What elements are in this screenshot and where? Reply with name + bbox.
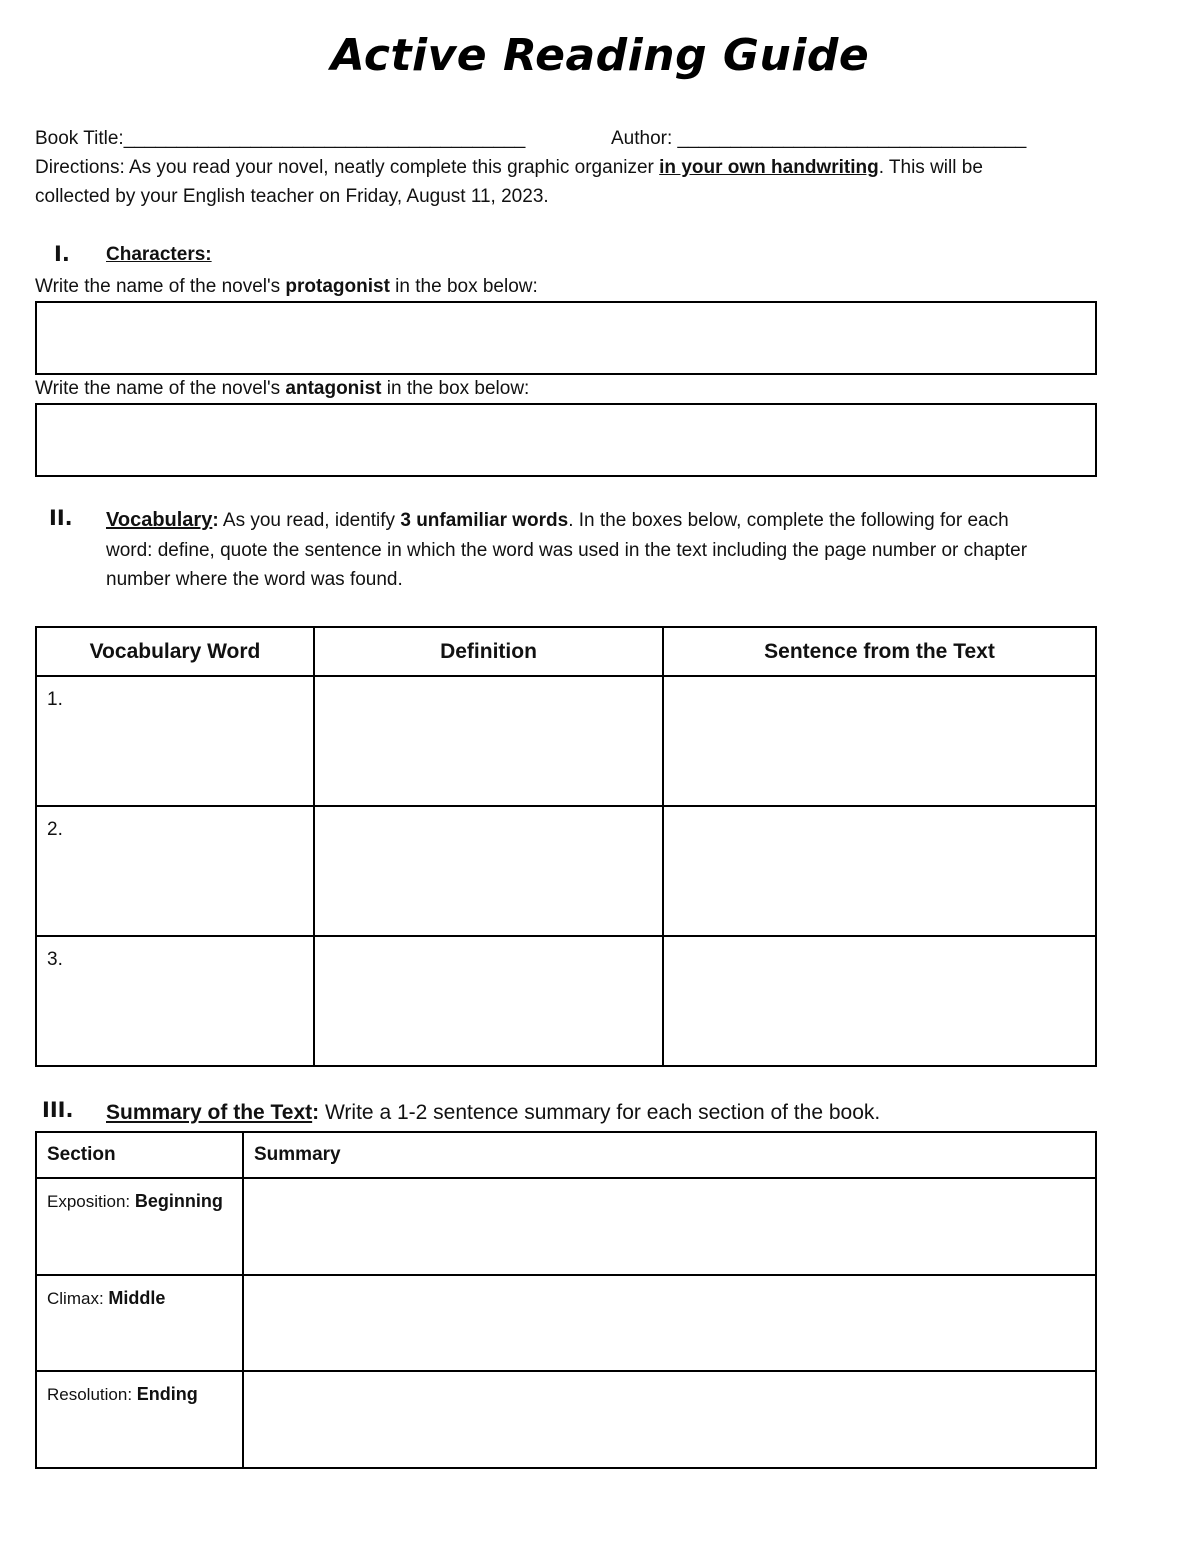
antagonist-suffix: in the box below: xyxy=(381,378,530,399)
table-row xyxy=(36,1371,1096,1468)
table-row xyxy=(36,936,1096,1066)
section-2-heading: Vocabulary xyxy=(106,509,213,531)
author-label: Author: xyxy=(611,128,673,149)
author-line xyxy=(611,124,1026,153)
header-section: Section xyxy=(36,1132,243,1178)
book-title-blank[interactable]: ______________________________________ xyxy=(123,128,526,149)
summary-table xyxy=(35,1131,1097,1469)
header-summary: Summary xyxy=(243,1132,1096,1178)
section-3-heading: Summary of the Text xyxy=(106,1101,313,1124)
section-2-intro-suffix: . In the boxes below, complete the following for each xyxy=(568,510,1009,531)
section-label-emphasis: Middle xyxy=(108,1288,166,1308)
header-vocabulary-word: Vocabulary Word xyxy=(36,627,314,676)
section-label-cell xyxy=(36,1275,243,1371)
section-2-intro-line-3: number where the word was found. xyxy=(106,569,403,590)
section-2-emphasis: 3 unfamiliar words xyxy=(400,510,569,531)
section-3-colon: : xyxy=(312,1101,320,1124)
summary-header-row xyxy=(36,1132,1096,1178)
book-title-label: Book Title: xyxy=(35,128,124,149)
section-1-numeral: I. xyxy=(54,242,70,266)
section-2-numeral: II. xyxy=(49,506,73,530)
antagonist-box[interactable] xyxy=(35,403,1097,477)
sentence-cell[interactable] xyxy=(663,936,1096,1066)
directions-line-1 xyxy=(35,153,983,182)
definition-cell[interactable] xyxy=(314,936,663,1066)
section-3-numeral: III. xyxy=(42,1098,74,1122)
section-3-intro-text: Write a 1-2 sentence summary for each section of the book. xyxy=(319,1101,881,1124)
section-label: Climax: xyxy=(47,1289,109,1308)
section-1-heading: Characters: xyxy=(106,244,212,265)
vocab-word-cell[interactable]: 1. xyxy=(36,676,314,806)
vocab-word-cell[interactable]: 2. xyxy=(36,806,314,936)
directions-emphasis: in your own handwriting xyxy=(659,157,879,178)
definition-cell[interactable] xyxy=(314,676,663,806)
vocabulary-header-row xyxy=(36,627,1096,676)
section-2-intro-line-1 xyxy=(106,506,1009,535)
summary-cell[interactable] xyxy=(243,1275,1096,1371)
sentence-cell[interactable] xyxy=(663,676,1096,806)
section-label-cell xyxy=(36,1371,243,1468)
definition-cell[interactable] xyxy=(314,806,663,936)
summary-cell[interactable] xyxy=(243,1371,1096,1468)
author-blank[interactable]: _________________________________ xyxy=(677,128,1027,149)
table-row xyxy=(36,1275,1096,1371)
section-2-colon: : xyxy=(212,510,219,531)
section-2-intro-prefix: As you read, identify xyxy=(218,510,401,531)
sentence-cell[interactable] xyxy=(663,806,1096,936)
protagonist-box[interactable] xyxy=(35,301,1097,375)
directions-suffix: . This will be xyxy=(878,157,983,178)
section-label-emphasis: Beginning xyxy=(134,1191,223,1211)
section-label: Exposition: xyxy=(47,1192,135,1211)
protagonist-word: protagonist xyxy=(285,276,390,297)
protagonist-suffix: in the box below: xyxy=(389,276,538,297)
section-label: Resolution: xyxy=(47,1385,137,1404)
antagonist-prompt xyxy=(35,374,529,403)
header-definition: Definition xyxy=(314,627,663,676)
table-row xyxy=(36,1178,1096,1275)
table-row xyxy=(36,676,1096,806)
vocab-word-cell[interactable]: 3. xyxy=(36,936,314,1066)
antagonist-word: antagonist xyxy=(285,378,382,399)
section-3-intro xyxy=(106,1098,880,1127)
section-label-cell xyxy=(36,1178,243,1275)
antagonist-prefix: Write the name of the novel's xyxy=(35,378,286,399)
vocabulary-table xyxy=(35,626,1097,1067)
section-label-emphasis: Ending xyxy=(136,1384,198,1404)
page-title: Active Reading Guide xyxy=(330,30,870,81)
directions-text: Directions: As you read your novel, neatly complete this graphic organizer xyxy=(35,157,660,178)
protagonist-prefix: Write the name of the novel's xyxy=(35,276,286,297)
protagonist-prompt xyxy=(35,272,538,301)
summary-cell[interactable] xyxy=(243,1178,1096,1275)
header-sentence: Sentence from the Text xyxy=(663,627,1096,676)
table-row xyxy=(36,806,1096,936)
directions-line-2: collected by your English teacher on Friday, August 11, 2023. xyxy=(35,186,549,207)
book-title-line xyxy=(35,124,525,153)
section-2-intro-line-2: word: define, quote the sentence in which the word was used in the text including the page number or chapter xyxy=(106,540,1028,561)
